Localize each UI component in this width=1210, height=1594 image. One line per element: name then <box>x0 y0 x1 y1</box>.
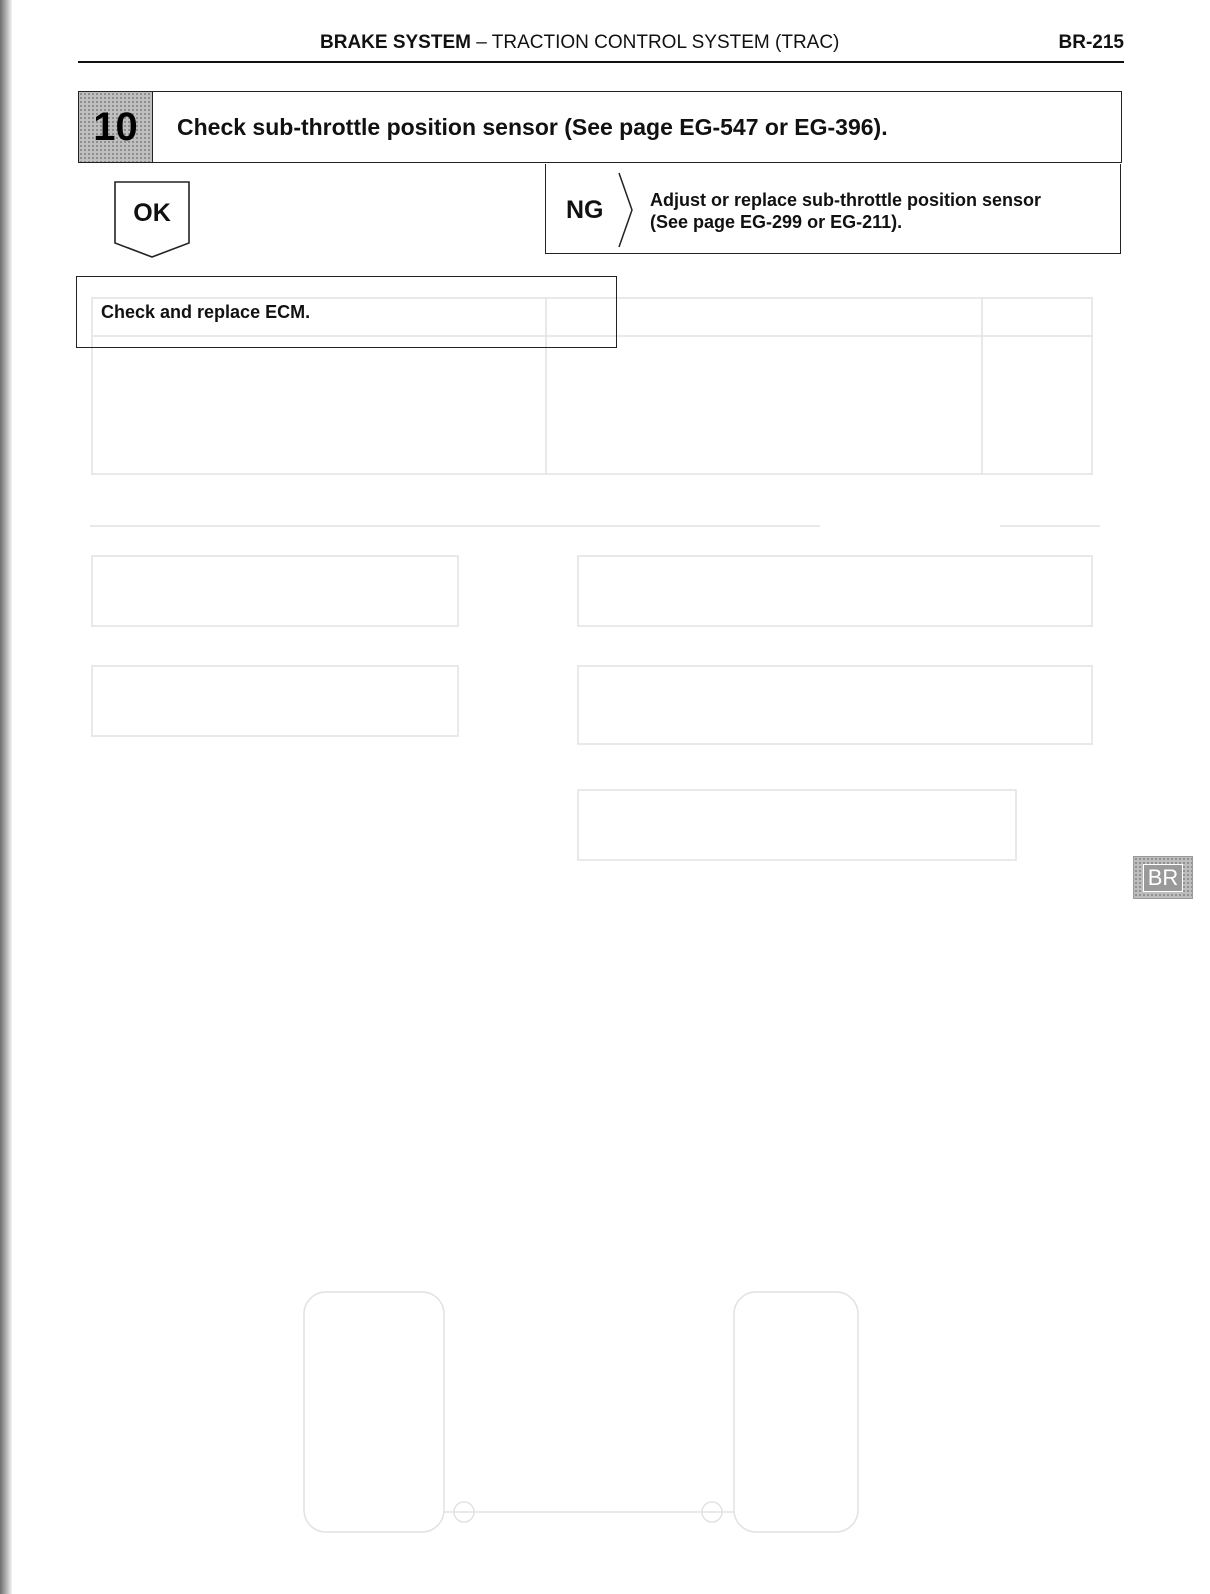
section-tab-label: BR <box>1143 864 1184 892</box>
page-binding-edge <box>0 0 12 1594</box>
ng-arrow-chevron <box>618 172 634 248</box>
step-number-badge: 10 <box>79 92 153 162</box>
ok-action-text: Check and replace ECM. <box>101 301 311 322</box>
ng-action-line-2: (See page EG-299 or EG-211). <box>650 212 903 232</box>
ok-action-box <box>76 276 617 348</box>
bleed-through-artifacts <box>60 170 1130 1570</box>
ng-label: NG <box>566 196 604 224</box>
ng-action-line-1: Adjust or replace sub-throttle position sensor <box>650 190 1042 210</box>
step-instruction: Check sub-throttle position sensor (See page EG-547 or EG-396). <box>177 113 888 140</box>
page-header-title <box>320 32 839 54</box>
header-system-name: BRAKE SYSTEM <box>320 32 471 53</box>
ok-branch-tag <box>114 181 190 259</box>
ng-branch-box <box>545 164 1121 254</box>
diagnostic-step-box <box>78 91 1122 163</box>
header-rule <box>78 61 1124 63</box>
header-subsystem-name: – TRACTION CONTROL SYSTEM (TRAC) <box>470 32 840 53</box>
section-tab-br <box>1133 856 1193 899</box>
ng-action-text <box>650 189 1041 233</box>
ok-label: OK <box>133 199 171 227</box>
page-number: BR-215 <box>1058 32 1124 53</box>
